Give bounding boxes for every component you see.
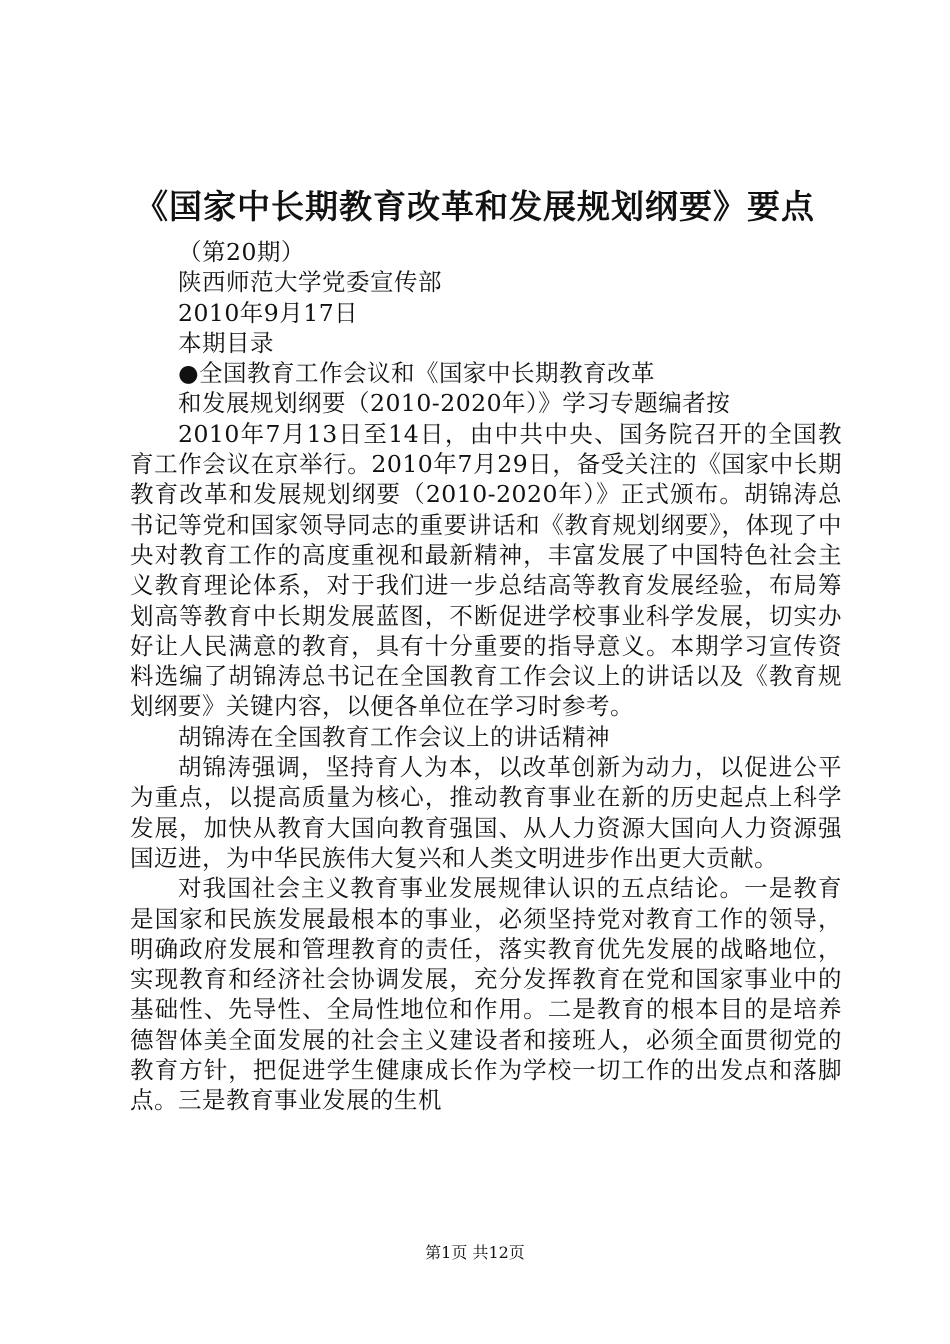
- page-footer: 第1页 共12页: [425, 1243, 525, 1262]
- editor-note-paragraph: 2010年7月13日至14日，由中共中央、国务院召开的全国教育工作会议在京举行。2010年7月29日，备受关注的《国家中长期教育改革和发展规划纲要（2010-2020年）》正式颁布。胡锦涛总书记等党和国家领导同志的重要讲话和《教育规划纲要》，体现了中央对教育工作的高度重视和最新精神，丰富发展了中国特色社会主义教育理论体系，对于我们进一步总结高等教育发展经验，布局筹划高等教育中长期发展蓝图，不断促进学校事业科学发展，切实办好让人民满意的教育，具有十分重要的指导意义。本期学习宣传资料选编了胡锦涛总书记在全国教育工作会议上的讲话以及《教育规划纲要》关键内容，以便各单位在学习时参考。: [130, 419, 842, 721]
- toc-item-line-1: ●全国教育工作会议和《国家中长期教育改革: [178, 359, 656, 388]
- toc-heading: 本期目录: [178, 328, 274, 357]
- publish-date: 2010年9月17日: [178, 298, 359, 327]
- speech-summary-paragraph: 胡锦涛强调，坚持育人为本，以改革创新为动力，以促进公平为重点，以提高质量为核心，推动教育事业在新的历史起点上科学发展，加快从教育大国向教育强国、从人力资源大国向人力资源强国迈进，为中华民族伟大复兴和人类文明进步作出更大贡献。: [130, 753, 842, 872]
- five-conclusions-paragraph: 对我国社会主义教育事业发展规律认识的五点结论。一是教育是国家和民族发展最根本的事业，必须坚持党对教育工作的领导，明确政府发展和管理教育的责任，落实教育优先发展的战略地位，实现教育和经济社会协调发展，充分发挥教育在党和国家事业中的基础性、先导性、全局性地位和作用。二是教育的根本目的是培养德智体美全面发展的社会主义建设者和接班人，必须全面贯彻党的教育方针，把促进学生健康成长作为学校一切工作的出发点和落脚点。三是教育事业发展的生机: [130, 874, 842, 1115]
- publisher: 陕西师范大学党委宣传部: [178, 268, 442, 297]
- section-heading: 胡锦涛在全国教育工作会议上的讲话精神: [178, 722, 610, 751]
- document-title: 《国家中长期教育改革和发展规划纲要》要点: [135, 187, 815, 226]
- document-body: [130, 237, 842, 1116]
- issue-number: （第20期）: [178, 238, 305, 266]
- toc-item-line-2: 和发展规划纲要（2010-2020年）》学习专题编者按: [178, 389, 731, 418]
